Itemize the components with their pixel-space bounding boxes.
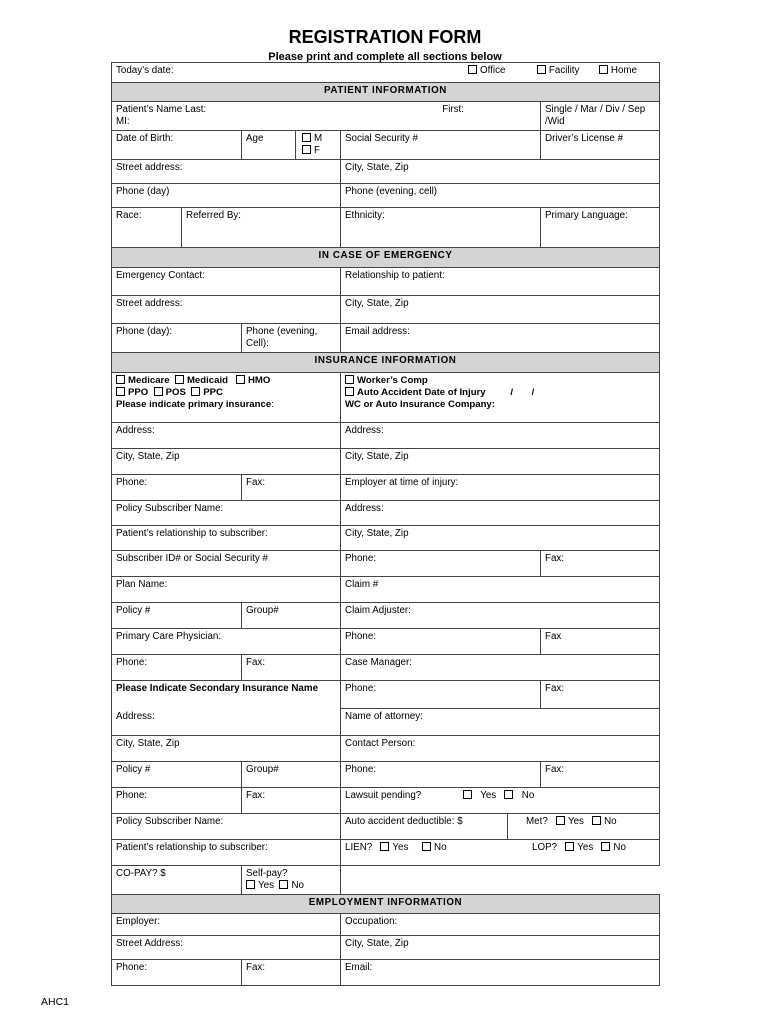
group-number-field[interactable]: Group# <box>246 605 279 616</box>
lien-yes-checkbox[interactable] <box>380 842 389 851</box>
contact-person-field[interactable]: Contact Person: <box>345 738 416 749</box>
workers-comp-checkbox[interactable] <box>345 375 354 384</box>
home-label: Home <box>610 65 638 76</box>
employer-field[interactable]: Employer: <box>116 916 161 927</box>
primary-insurance-label: Please indicate primary insurance <box>116 399 272 410</box>
todays-date-row <box>112 63 660 83</box>
ethnicity-field[interactable]: Ethnicity: <box>345 210 385 221</box>
primary-language-field[interactable]: Primary Language: <box>545 210 628 221</box>
ppo-label: PPO <box>128 387 149 398</box>
drivers-license-field[interactable]: Driver’s License # <box>545 133 624 144</box>
case-manager-phone-field[interactable]: Phone: <box>345 683 377 694</box>
lien-label: LIEN? <box>345 842 373 853</box>
case-manager-field[interactable]: Case Manager: <box>345 657 412 668</box>
adjuster-fax-field[interactable]: Fax <box>545 631 562 642</box>
wc-city-field[interactable]: City, State, Zip <box>345 451 409 462</box>
registration-table: Today’s date: Office Facility Home PATIENT INFORMATION Patient’s Name Last: First: MI: Single / Mar / Div / Sep /Wid Date of Birth: Age M F Social Security # Driver’s License # Street address: City, State, Zip Phone (day) Phone (evening, cell) Race: Referred By: Ethnicity: Primary Language: IN CASE OF EMERGENCY Emergency Contact: Relationship to patient: Street address: City, State, Zip Phone (day): Phone (evening, Cell): Email address: INSURANCE INFORMATION Medicare Medicaid HMO PPO POS PPC Please indicate primary insurance: Worker’s Comp Auto Accident Date of Injury / / WC or Auto Insurance Company: Address: Address: City, State, Zip City, State, Zip Phone: Fax: Employer at time of injury: Policy Subscriber Name: Address: Patient’s relationship to subscriber: City, State, Zip Subscriber ID# or Social Security # Phone: Fax: Plan Name: Claim # Policy # Group# Claim Adjuster: Primary Care Physician: Phone: Fax Phone: Fax: Case Manager: Please Indicate Secondary Insurance Name Phone: Fax: Address: Name of attorney: City, State, Zip Contact Person: Policy # Group# Phone: Fax: Phone: Fax: Lawsuit pending? Yes No Policy Subscriber Name: Auto accident deductible: $ Met? Yes No Patient’s relationship to subscriber: LIEN? Yes No LOP? Yes No CO-PAY? $ Self-pay? Yes No EMPLOYMENT INFORMATION Employer: Occupation: Street Address: City, State, Zip Phone: Fax: Email: <box>111 62 660 986</box>
employer-address-field[interactable]: Address: <box>345 503 384 514</box>
secondary-insurance-label[interactable]: Please Indicate Secondary Insurance Name <box>116 683 319 694</box>
selfpay-label: Self-pay? <box>246 868 288 879</box>
facility-label: Facility <box>548 65 580 76</box>
attorney-name-field[interactable]: Name of attorney: <box>345 711 423 722</box>
lawsuit-yes-checkbox[interactable] <box>463 790 472 799</box>
dob-field[interactable]: Date of Birth: <box>116 133 174 144</box>
secondary-fax-field[interactable]: Fax: <box>246 790 266 801</box>
secondary-group-field[interactable]: Group# <box>246 764 279 775</box>
policy-subscriber-field[interactable]: Policy Subscriber Name: <box>116 503 224 514</box>
lien-yes-label: Yes <box>392 842 409 853</box>
contact-fax-field[interactable]: Fax: <box>545 764 565 775</box>
employment-city-field[interactable]: City, State, Zip <box>345 938 409 949</box>
emergency-street-field[interactable]: Street address: <box>116 298 183 309</box>
met-label: Met? <box>526 816 548 827</box>
medicaid-checkbox[interactable] <box>175 375 184 384</box>
patient-first-name-field[interactable]: First: <box>442 104 464 115</box>
lop-yes-checkbox[interactable] <box>565 842 574 851</box>
patient-city-field[interactable]: City, State, Zip <box>345 162 409 173</box>
male-label: M <box>314 133 323 144</box>
case-manager-fax-field[interactable]: Fax: <box>545 683 565 694</box>
employer-phone-field[interactable]: Phone: <box>345 553 377 564</box>
met-no-checkbox[interactable] <box>592 816 601 825</box>
wc-company-field[interactable]: WC or Auto Insurance Company: <box>345 399 495 410</box>
emergency-section-header: IN CASE OF EMERGENCY <box>112 248 660 268</box>
medicare-label: Medicare <box>128 375 170 386</box>
adjuster-phone-field[interactable]: Phone: <box>345 631 377 642</box>
plan-name-field[interactable]: Plan Name: <box>116 579 168 590</box>
patient-phone-evening-field[interactable]: Phone (evening, cell) <box>345 186 438 197</box>
form-subtitle: Please print and complete all sections below <box>268 51 502 63</box>
emergency-city-field[interactable]: City, State, Zip <box>345 298 409 309</box>
ppc-label: PPC <box>203 387 223 398</box>
claim-adjuster-field[interactable]: Claim Adjuster: <box>345 605 411 616</box>
employment-section-header: EMPLOYMENT INFORMATION <box>112 895 660 914</box>
met-yes-label: Yes <box>567 816 584 827</box>
emergency-phone-day-field[interactable]: Phone (day): <box>116 326 173 337</box>
office-checkbox[interactable] <box>468 65 477 74</box>
female-checkbox[interactable] <box>302 145 311 154</box>
patient-mi-field[interactable]: MI: <box>116 116 130 127</box>
age-field[interactable]: Age <box>246 133 264 144</box>
marital-status-field[interactable]: Single / Mar / Div / Sep /Wid <box>545 104 646 127</box>
primary-address-field[interactable]: Address: <box>116 425 155 436</box>
date-slash-2: / <box>531 387 535 398</box>
employment-phone-field[interactable]: Phone: <box>116 962 148 973</box>
lop-no-checkbox[interactable] <box>601 842 610 851</box>
workers-comp-label: Worker’s Comp <box>357 375 428 386</box>
occupation-field[interactable]: Occupation: <box>345 916 398 927</box>
primary-fax-field[interactable]: Fax: <box>246 477 266 488</box>
secondary-city-field[interactable]: City, State, Zip <box>116 738 180 749</box>
date-slash-1: / <box>510 387 513 398</box>
pos-checkbox[interactable] <box>154 387 163 396</box>
male-checkbox[interactable] <box>302 133 311 142</box>
ssn-field[interactable]: Social Security # <box>345 133 418 144</box>
wc-address-field[interactable]: Address: <box>345 425 384 436</box>
female-label: F <box>314 145 320 156</box>
emergency-email-field[interactable]: Email address: <box>345 326 410 337</box>
subscriber-relationship-field[interactable]: Patient’s relationship to subscriber: <box>116 528 268 539</box>
secondary-subscriber-field[interactable]: Policy Subscriber Name: <box>116 816 224 827</box>
selfpay-yes-checkbox[interactable] <box>246 880 255 889</box>
lop-no-label: No <box>613 842 626 853</box>
lien-no-label: No <box>434 842 447 853</box>
employment-email-field[interactable]: Email: <box>345 962 373 973</box>
patient-street-field[interactable]: Street address: <box>116 162 183 173</box>
office-label: Office <box>480 65 506 76</box>
hmo-label: HMO <box>248 375 271 386</box>
form-code: AHC1 <box>41 996 70 1008</box>
lawsuit-label: Lawsuit pending? <box>345 790 422 801</box>
contact-phone-field[interactable]: Phone: <box>345 764 377 775</box>
ppo-checkbox[interactable] <box>116 387 125 396</box>
secondary-address-field[interactable]: Address: <box>116 710 155 722</box>
auto-accident-checkbox[interactable] <box>345 387 354 396</box>
employer-city-field[interactable]: City, State, Zip <box>345 528 409 539</box>
todays-date-label[interactable]: Today’s date: <box>116 65 174 76</box>
secondary-policy-field[interactable]: Policy # <box>116 764 151 775</box>
pcp-phone-field[interactable]: Phone: <box>116 657 148 668</box>
pcp-field[interactable]: Primary Care Physician: <box>116 631 222 642</box>
secondary-phone-field[interactable]: Phone: <box>116 790 148 801</box>
race-field[interactable]: Race: <box>116 210 142 221</box>
patient-section-header: PATIENT INFORMATION <box>112 83 660 102</box>
medicaid-label: Medicaid <box>186 375 228 386</box>
copay-field[interactable]: CO-PAY? $ <box>116 868 166 879</box>
met-yes-checkbox[interactable] <box>556 816 565 825</box>
selfpay-no-label: No <box>291 880 304 891</box>
employment-street-field[interactable]: Street Address: <box>116 938 183 949</box>
policy-number-field[interactable]: Policy # <box>116 605 151 616</box>
selfpay-yes-label: Yes <box>258 880 274 891</box>
medicare-checkbox[interactable] <box>116 375 125 384</box>
hmo-checkbox[interactable] <box>236 375 245 384</box>
pos-label: POS <box>165 387 186 398</box>
secondary-relationship-field[interactable]: Patient’s relationship to subscriber: <box>116 842 268 853</box>
employment-fax-field[interactable]: Fax: <box>246 962 266 973</box>
primary-phone-field[interactable]: Phone: <box>116 477 148 488</box>
lawsuit-no-label: No <box>521 790 535 801</box>
patient-phone-day-field[interactable]: Phone (day) <box>116 186 170 197</box>
patient-last-name-field[interactable]: Patient’s Name Last: <box>116 104 207 115</box>
referred-by-field[interactable]: Referred By: <box>186 210 241 221</box>
deductible-field[interactable]: Auto accident deductible: $ <box>345 816 463 827</box>
emergency-contact-field[interactable]: Emergency Contact: <box>116 270 205 281</box>
lawsuit-yes-label: Yes <box>480 790 497 801</box>
claim-number-field[interactable]: Claim # <box>345 579 379 590</box>
lien-no-checkbox[interactable] <box>422 842 431 851</box>
lawsuit-no-checkbox[interactable] <box>504 790 513 799</box>
emergency-relationship-field[interactable]: Relationship to patient: <box>345 270 445 281</box>
facility-checkbox[interactable] <box>537 65 546 74</box>
home-checkbox[interactable] <box>599 65 608 74</box>
selfpay-no-checkbox[interactable] <box>279 880 288 889</box>
employer-injury-field[interactable]: Employer at time of injury: <box>345 477 459 488</box>
auto-accident-label: Auto Accident Date of Injury <box>357 387 486 398</box>
lop-label: LOP? <box>532 842 558 853</box>
subscriber-id-field[interactable]: Subscriber ID# or Social Security # <box>116 553 268 564</box>
employer-fax-field[interactable]: Fax: <box>545 553 565 564</box>
form-title: REGISTRATION FORM <box>288 27 482 47</box>
insurance-section-header: INSURANCE INFORMATION <box>112 353 660 373</box>
emergency-phone-evening-field[interactable]: Phone (evening, Cell): <box>246 326 318 349</box>
pcp-fax-field[interactable]: Fax: <box>246 657 266 668</box>
lop-yes-label: Yes <box>577 842 594 853</box>
ppc-checkbox[interactable] <box>191 387 200 396</box>
met-no-label: No <box>604 816 617 827</box>
primary-city-field[interactable]: City, State, Zip <box>116 451 180 462</box>
